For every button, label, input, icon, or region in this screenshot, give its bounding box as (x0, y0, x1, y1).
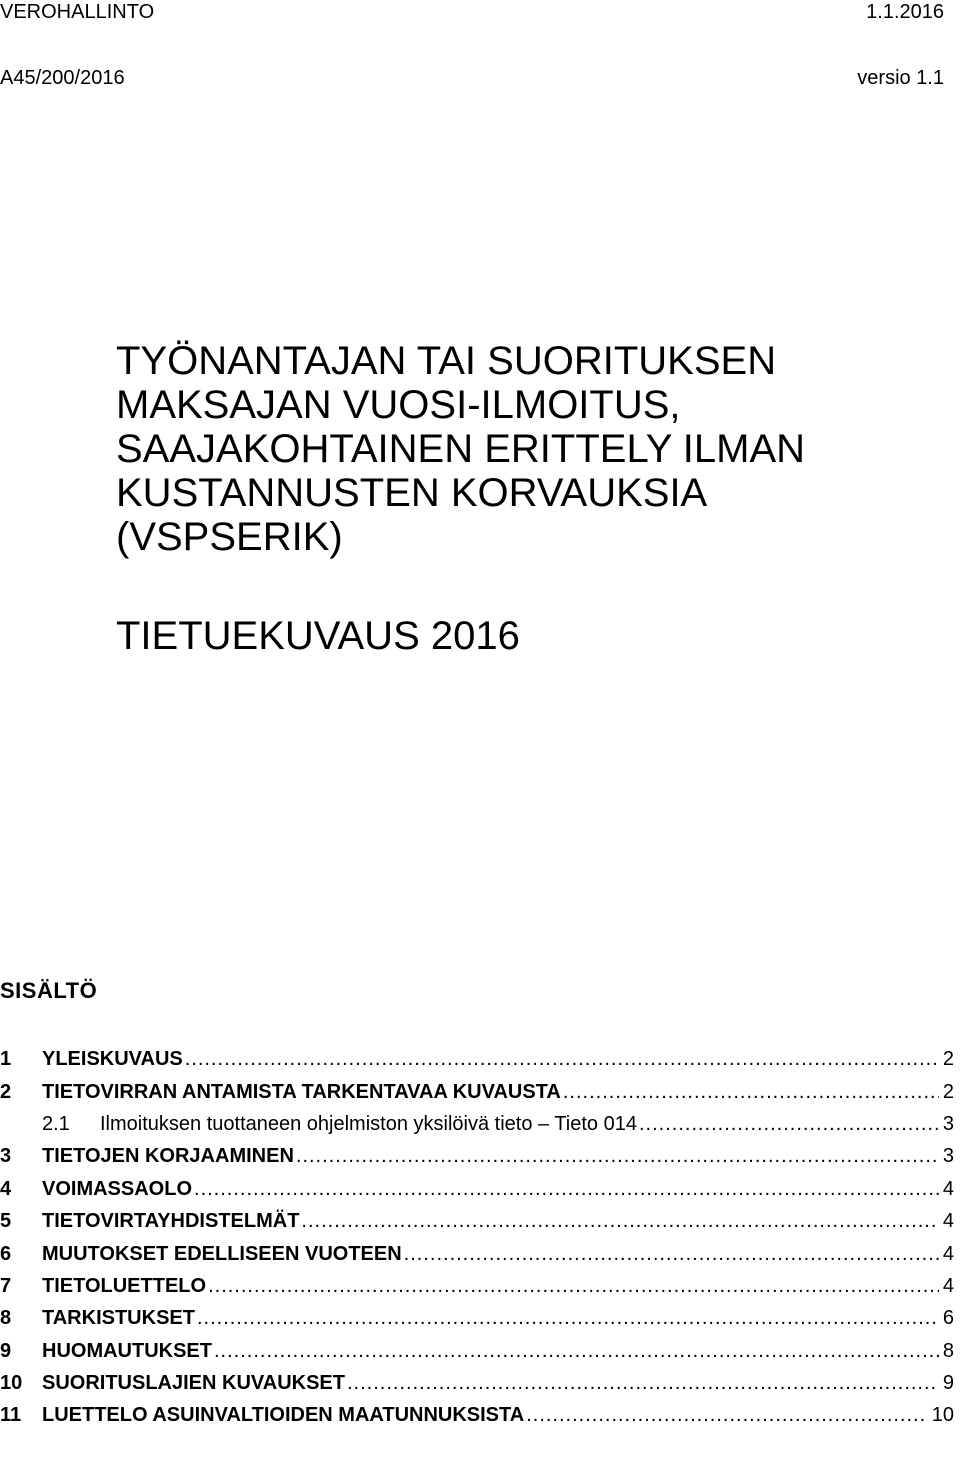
toc-entry-line (42, 1339, 954, 1363)
toc-dot-leader (563, 1080, 939, 1104)
toc-entry-label: SUORITUSLAJIEN KUVAUKSET (42, 1372, 345, 1395)
toc-entry-page: 6 (942, 1307, 954, 1330)
toc-heading: SISÄLTÖ (0, 978, 98, 1003)
toc-entry-label: LUETTELO ASUINVALTIOIDEN MAATUNNUKSISTA (42, 1404, 525, 1427)
document-title (116, 339, 936, 559)
toc-entry-page: 4 (942, 1242, 954, 1265)
toc-entry-line (42, 1371, 954, 1395)
toc-entry-number: 3 (0, 1145, 12, 1168)
toc-entry-label: TIETOVIRTAYHDISTELMÄT (42, 1210, 300, 1233)
toc-dot-leader (404, 1242, 939, 1266)
toc-entry-label: TARKISTUKSET (42, 1307, 195, 1330)
toc-entry-label: YLEISKUVAUS (42, 1048, 183, 1071)
toc-entry-label: HUOMAUTUKSET (42, 1339, 212, 1362)
toc-entry-line (42, 1242, 954, 1266)
toc-entry[interactable] (0, 1140, 960, 1172)
toc-entry[interactable] (0, 1270, 960, 1302)
toc-entry-line (42, 1306, 954, 1330)
toc-entry-number: 1 (0, 1048, 12, 1071)
toc-dot-leader (185, 1047, 939, 1071)
toc-dot-leader (301, 1209, 938, 1233)
title-line: KUSTANNUSTEN KORVAUKSIA (116, 471, 708, 515)
toc-dot-leader (639, 1112, 939, 1136)
toc-entry[interactable] (0, 1367, 960, 1399)
toc-entry-label: TIETOLUETTELO (42, 1274, 207, 1297)
toc-entry-label: Ilmoituksen tuottaneen ohjelmiston yksilöivä tieto – Tieto 014 (100, 1112, 637, 1135)
toc-entry-page: 4 (942, 1274, 954, 1297)
toc-entry-number: 4 (0, 1177, 12, 1200)
toc-entry-number: 9 (0, 1339, 12, 1362)
toc-entry-label: TIETOJEN KORJAAMINEN (42, 1145, 294, 1168)
title-line: SAAJAKOHTAINEN ERITTELY ILMAN (116, 427, 806, 471)
toc-entry-label: MUUTOKSET EDELLISEEN VUOTEEN (42, 1242, 402, 1265)
toc-entry-number: 5 (0, 1210, 12, 1233)
toc-entry[interactable] (0, 1075, 960, 1107)
toc-dot-leader (347, 1371, 939, 1395)
toc-entry[interactable] (0, 1335, 960, 1367)
toc-entry-page: 10 (931, 1404, 954, 1427)
toc-entry-number: 2 (0, 1080, 12, 1103)
toc-entry[interactable] (0, 1399, 960, 1431)
toc-entry-line (42, 1403, 954, 1427)
toc-dot-leader (526, 1403, 928, 1427)
toc-entry-page: 8 (942, 1339, 954, 1362)
toc-entry[interactable] (0, 1237, 960, 1269)
toc-entry-line (100, 1112, 954, 1136)
toc-entry[interactable] (0, 1205, 960, 1237)
toc-entry-line (42, 1209, 954, 1233)
toc-entry-label: TIETOVIRRAN ANTAMISTA TARKENTAVAA KUVAUSTA (42, 1080, 561, 1103)
toc-entry-page: 4 (942, 1177, 954, 1200)
toc-dot-leader (194, 1177, 939, 1201)
toc-entry-label: VOIMASSAOLO (42, 1177, 193, 1200)
header-version: versio 1.1 (857, 67, 944, 89)
toc-entry-line (42, 1047, 954, 1071)
toc-entry-number: 11 (0, 1404, 22, 1427)
title-line: TYÖNANTAJAN TAI SUORITUKSEN (116, 339, 777, 383)
table-of-contents (0, 1043, 960, 1432)
title-line: MAKSAJAN VUOSI-ILMOITUS, (116, 383, 681, 427)
toc-entry-page: 9 (942, 1372, 954, 1395)
document-subtitle: TIETUEKUVAUS 2016 (116, 614, 520, 658)
toc-entry-line (42, 1177, 954, 1201)
toc-entry-page: 4 (942, 1210, 954, 1233)
toc-entry-number: 10 (0, 1372, 23, 1395)
toc-entry-number: 2.1 (42, 1112, 70, 1135)
toc-entry-line (42, 1144, 954, 1168)
title-line: (VSPSERIK) (116, 515, 343, 559)
toc-dot-leader (197, 1306, 939, 1330)
toc-entry-number: 8 (0, 1307, 12, 1330)
toc-entry-page: 3 (942, 1112, 954, 1135)
header-organization: VEROHALLINTO (0, 1, 155, 23)
toc-entry[interactable] (0, 1108, 960, 1140)
toc-entry-number: 6 (0, 1242, 12, 1265)
toc-entry[interactable] (0, 1043, 960, 1075)
toc-entry-line (42, 1080, 954, 1104)
toc-entry-line (42, 1274, 954, 1298)
toc-entry[interactable] (0, 1173, 960, 1205)
header-date: 1.1.2016 (866, 1, 944, 23)
toc-dot-leader (296, 1144, 939, 1168)
toc-entry-number: 7 (0, 1274, 12, 1297)
toc-entry-page: 2 (942, 1080, 954, 1103)
header-document-code: A45/200/2016 (0, 67, 125, 89)
toc-entry[interactable] (0, 1302, 960, 1334)
toc-dot-leader (214, 1339, 939, 1363)
toc-entry-page: 2 (942, 1048, 954, 1071)
toc-entry-page: 3 (942, 1145, 954, 1168)
toc-dot-leader (208, 1274, 939, 1298)
